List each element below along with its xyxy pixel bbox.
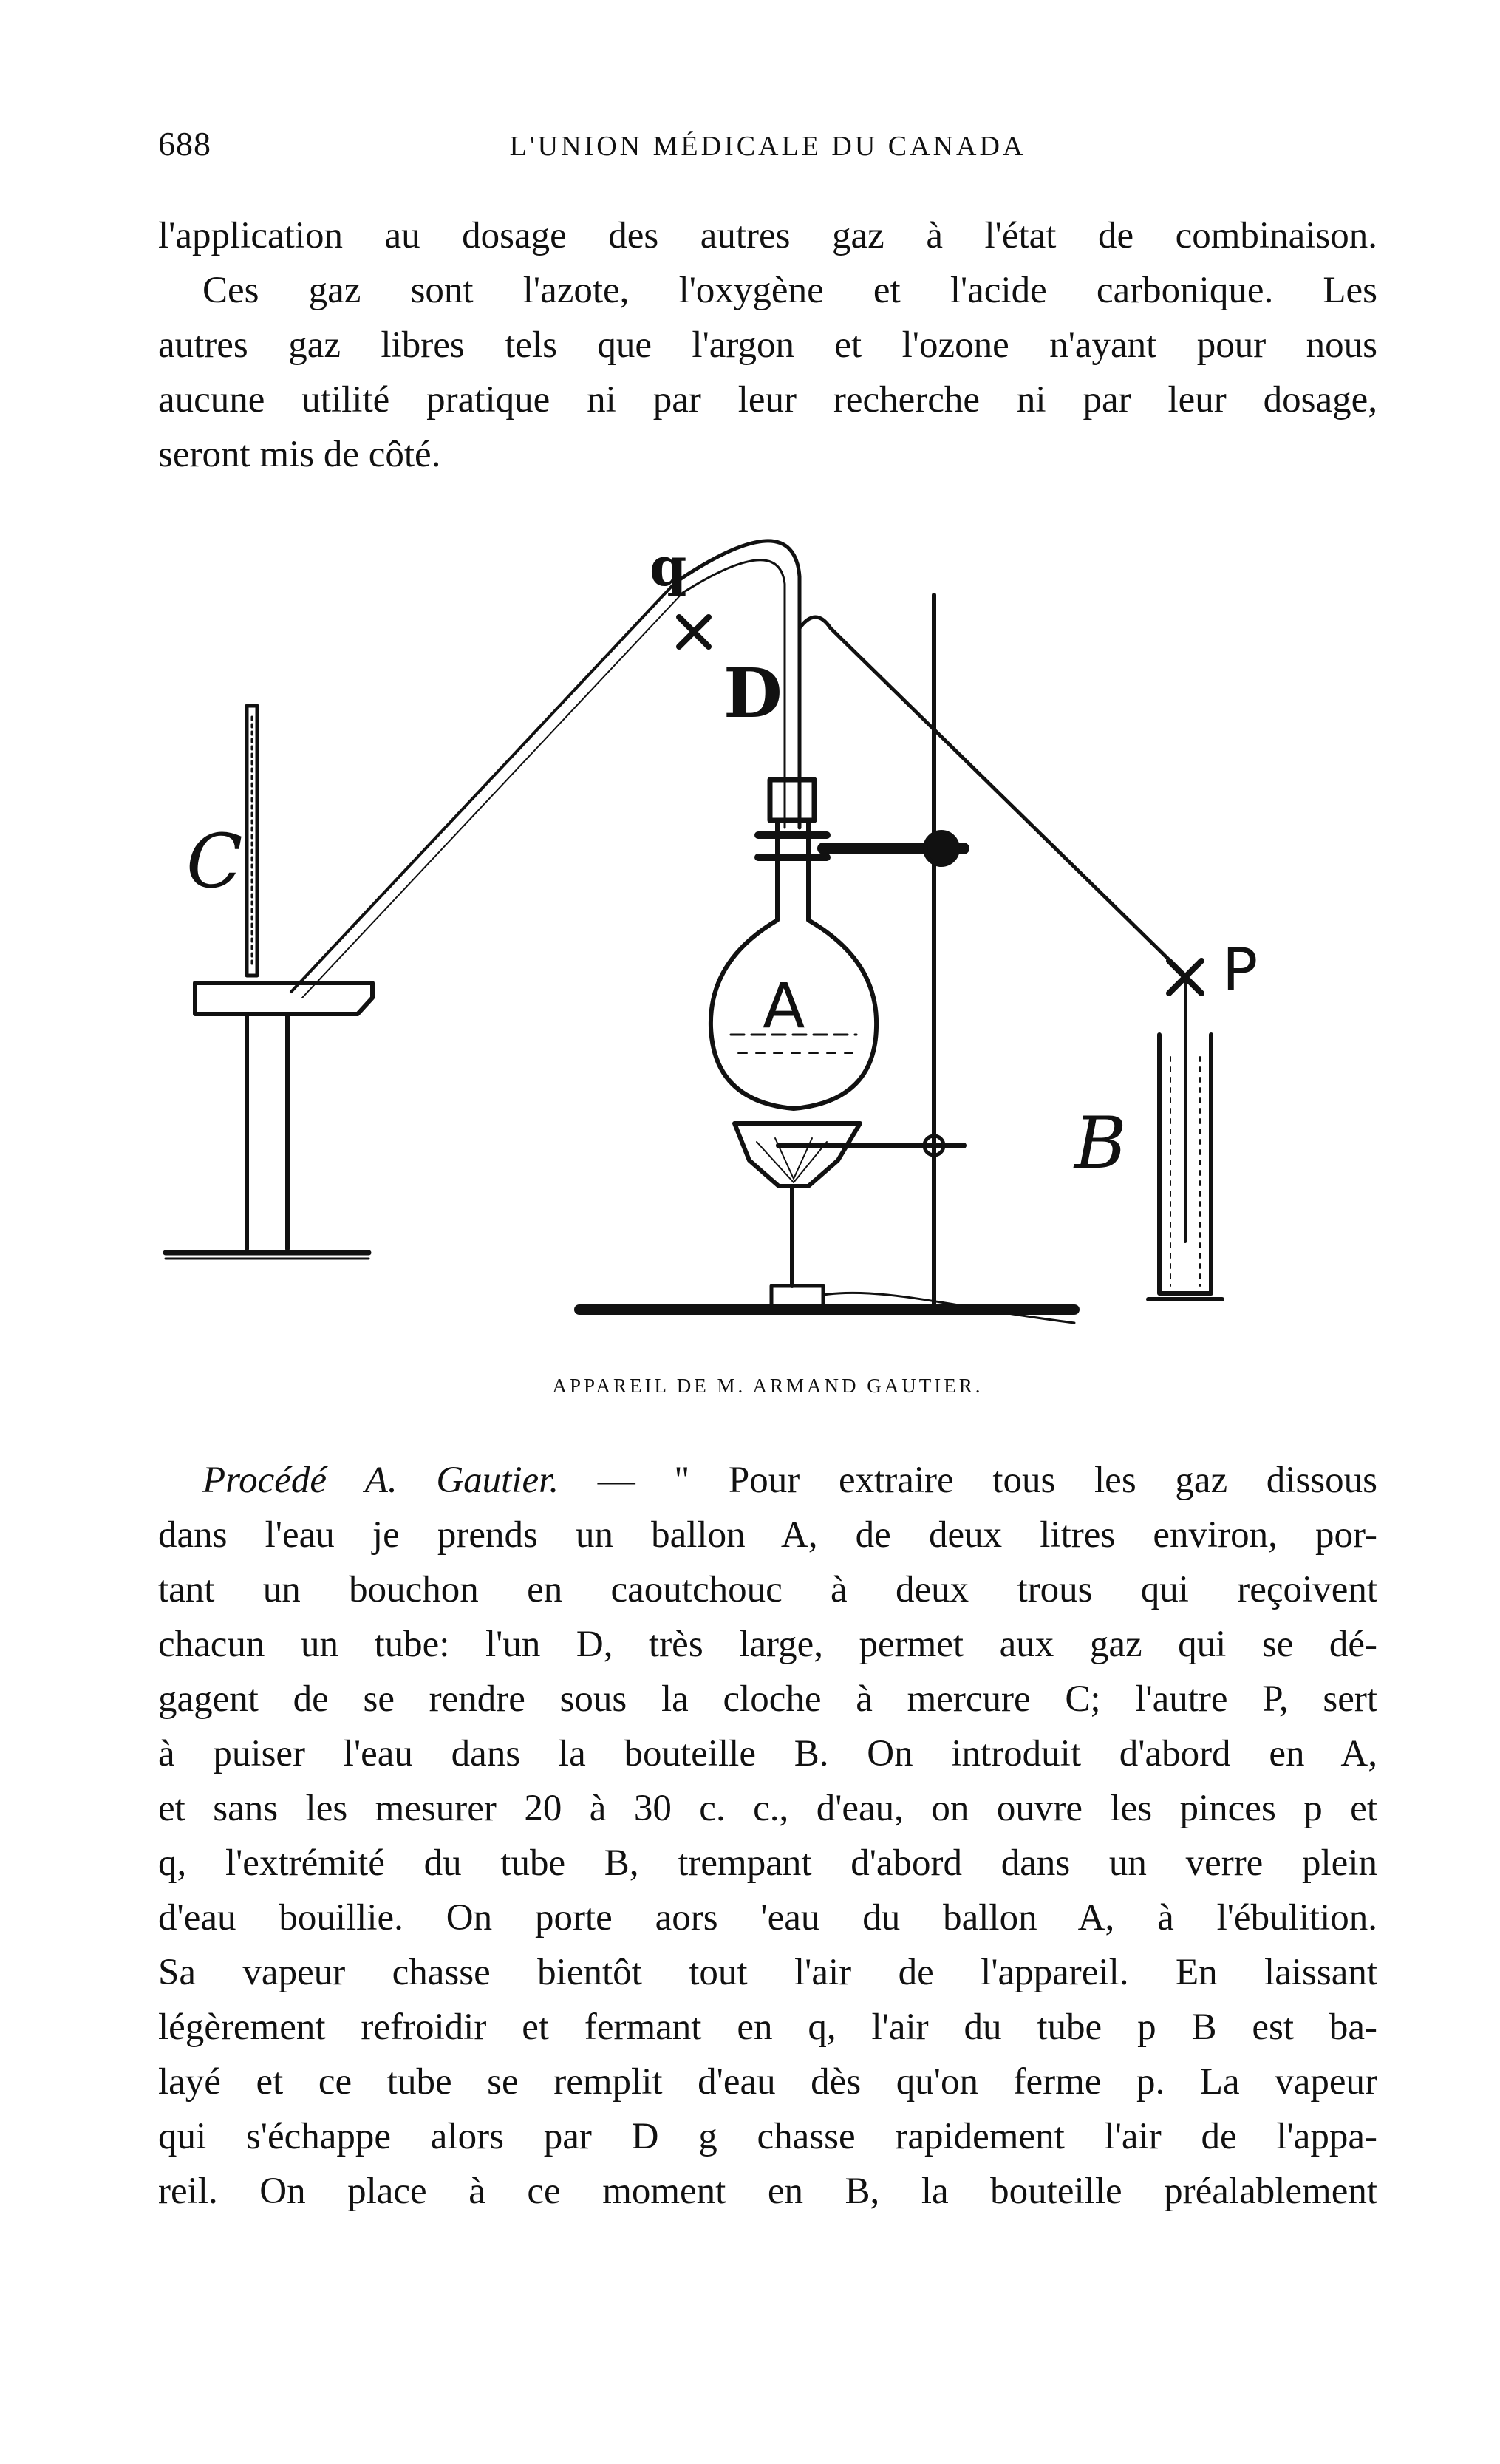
- text-line: Ces gaz sont l'azote, l'oxygène et l'acide carbonique. Les: [202, 270, 1377, 311]
- text-line: q, l'extrémité du tube B, trempant d'abord dans un verre plein: [158, 1842, 1377, 1884]
- text-line: à puiser l'eau dans la bouteille B. On introduit d'abord en A,: [158, 1733, 1377, 1774]
- text-line: autres gaz libres tels que l'argon et l'ozone n'ayant pour nous: [158, 324, 1377, 366]
- retort-stand: [579, 595, 1074, 1310]
- text-line: seront mis de côté.: [158, 434, 441, 475]
- text-line: tant un bouchon en caoutchouc à deux trous qui reçoivent: [158, 1569, 1377, 1610]
- flask-a: [711, 780, 876, 1109]
- label-c: C: [186, 818, 243, 905]
- text-line: [158, 1453, 1377, 1508]
- figure-caption: APPAREIL DE M. ARMAND GAUTIER.: [552, 1375, 983, 1397]
- text-line: reil. On place à ce moment en B, la bouteille préalablement: [158, 2171, 1377, 2212]
- text-line: Sa vapeur chasse bientôt tout l'air de l'appareil. En laissant: [158, 1952, 1377, 1993]
- apparatus-drawing: [158, 517, 1377, 1360]
- text-line: légèrement refroidir et fermant en q, l'air du tube p B est ba-: [158, 2007, 1377, 2048]
- text-line: chacun un tube: l'un D, très large, permet aux gaz qui se dé-: [158, 1624, 1377, 1665]
- text-line: gagent de se rendre sous la cloche à mercure C; l'autre P, sert: [158, 1678, 1377, 1720]
- text-line: aucune utilité pratique ni par leur recherche ni par leur dosage,: [158, 379, 1377, 421]
- delivery-tube-d: [291, 541, 800, 998]
- running-title: L'UNION MÉDICALE DU CANADA: [509, 131, 1026, 162]
- label-d: D: [723, 653, 783, 733]
- procedure-title: Procédé A. Gautier.: [202, 1460, 559, 1501]
- page-header: [158, 124, 1377, 169]
- text-line: qui s'échappe alors par D g chasse rapidement l'air de l'appa-: [158, 2116, 1377, 2157]
- mercury-cloche-c: [166, 706, 372, 1259]
- body-paragraph: [158, 1453, 1377, 2219]
- text-line: et sans les mesurer 20 à 30 c. c., d'eau, on ouvre les pinces p et: [158, 1788, 1377, 1829]
- text-line: l'application au dosage des autres gaz à l'état de combinaison.: [158, 215, 1377, 256]
- burner: [734, 1123, 1074, 1323]
- text-line: dans l'eau je prends un ballon A, de deux litres environ, por-: [158, 1514, 1377, 1556]
- intro-paragraph: [158, 208, 1377, 482]
- label-q: q: [650, 535, 687, 598]
- label-p: P: [1222, 936, 1258, 1004]
- text-line: d'eau bouillie. On porte aors 'eau du ballon A, à l'ébulition.: [158, 1897, 1377, 1939]
- text-line: layé et ce tube se remplit d'eau dès qu'on ferme p. La vapeur: [158, 2061, 1377, 2103]
- label-a: A: [763, 970, 805, 1042]
- procedure-intro: — " Pour extraire tous les gaz dissous: [559, 1460, 1377, 1501]
- apparatus-figure: [158, 517, 1377, 1397]
- page-number: 688: [158, 125, 211, 163]
- label-b: B: [1074, 1102, 1127, 1185]
